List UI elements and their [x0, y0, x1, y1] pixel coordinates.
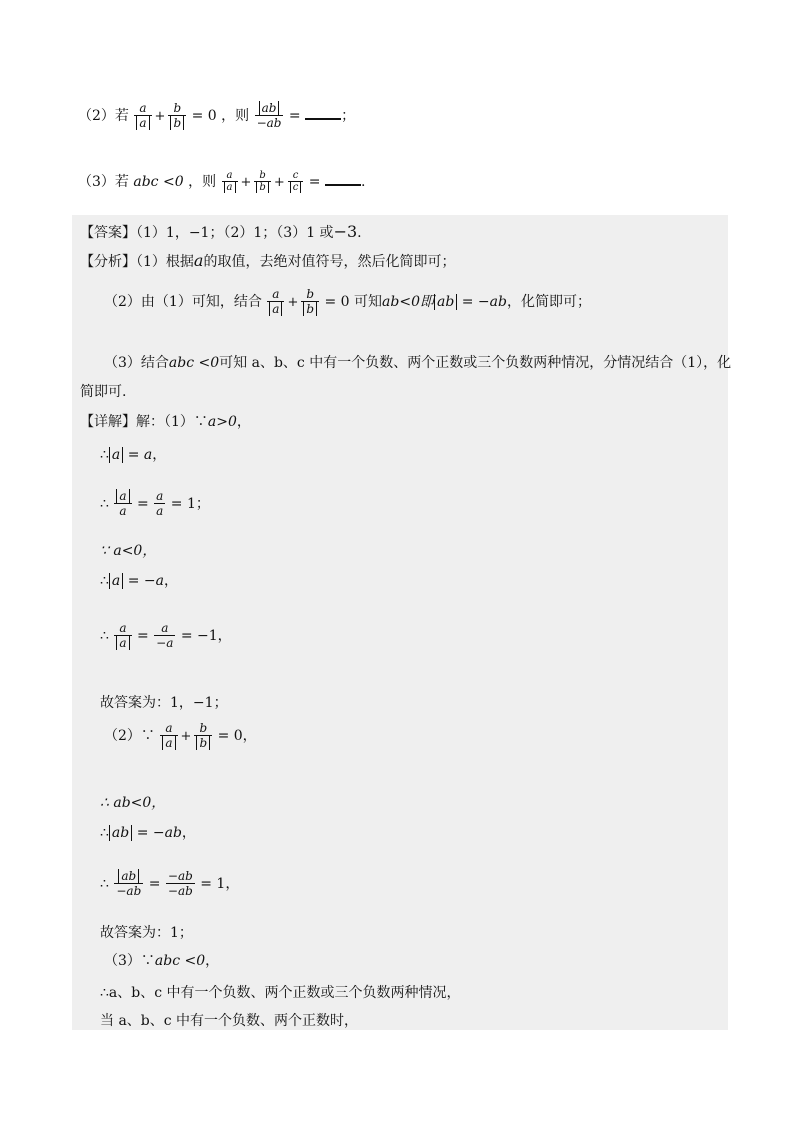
eq-sign: = [288, 108, 301, 124]
math-text: ∴ ab<0， [100, 795, 166, 811]
math-text: a [109, 573, 123, 589]
fraction [267, 288, 284, 316]
math-text: a [156, 489, 164, 503]
math-text: a [272, 287, 280, 301]
fraction-part [255, 102, 284, 115]
math-text: + [240, 175, 252, 190]
fraction-part [114, 870, 143, 883]
fraction [194, 722, 212, 750]
detail-part-2 [104, 722, 257, 750]
math-text: ， [164, 573, 178, 589]
math-text: ∴ [100, 447, 109, 463]
math-text: ∴a、b、c 中有一个负数、两个正数或三个负数两种情况， [100, 985, 461, 1001]
q3-condition: abc <0 [133, 174, 184, 190]
math-text: = −ab [461, 294, 507, 310]
math-text: ab [109, 825, 132, 841]
math-text: = 1 [200, 876, 226, 892]
fraction [255, 102, 284, 130]
math-text: −ab [167, 869, 193, 883]
detail-step [100, 982, 461, 1002]
math-text: ∴ [100, 825, 109, 841]
math-text: a [114, 503, 131, 518]
math-text: abc <0 [154, 953, 206, 969]
math-text: −3 [333, 222, 358, 241]
math-text: a [224, 182, 236, 193]
num: b [173, 101, 182, 115]
detail-step: ∴ $\frac{a}{a}$ = $\frac{a}{-a}$ = −1， [100, 621, 232, 650]
math-text: a [116, 636, 129, 650]
fraction [166, 870, 195, 898]
math-text: b [196, 736, 210, 750]
math-text: + [273, 175, 285, 190]
math-text: ， [217, 628, 232, 644]
answer-blank [325, 184, 361, 186]
math-text: 的取值，去绝对值符号，然后化简即可； [203, 254, 456, 270]
math-text: ； [213, 695, 228, 711]
math-text: 故答案为：1， [100, 695, 193, 711]
math-text: ， [152, 447, 167, 463]
den: a [136, 116, 149, 130]
detail-answer-1 [100, 692, 228, 712]
analysis-line-3 [104, 352, 731, 372]
math-text: . [360, 174, 366, 190]
detail-step: ∴ $\frac{ab}{-ab}$ = $\frac{-ab}{-ab}$ = 1， [100, 869, 240, 898]
math-text: b [306, 287, 315, 301]
fraction-part [134, 115, 151, 130]
math-text: −1 [192, 695, 214, 711]
math-text: 【答案】（1）1， [80, 225, 189, 241]
fraction [134, 102, 151, 130]
fraction-part [194, 735, 212, 750]
math-text: ∵ a<0， [100, 543, 157, 559]
fraction [222, 170, 238, 194]
q3-sep: ，则 [188, 174, 217, 190]
math-text: = 1； [170, 496, 210, 512]
math-text: a [156, 504, 164, 518]
math-text: = a [127, 447, 153, 463]
detail-step [100, 444, 166, 464]
math-text: b [303, 302, 317, 316]
math-text: a>0 [207, 414, 237, 430]
den: b [170, 116, 184, 130]
math-text: a [269, 302, 282, 316]
detail-answer-2 [100, 922, 193, 942]
fraction [114, 622, 131, 650]
fraction [160, 722, 177, 750]
fraction [154, 490, 165, 518]
math-text: −a [156, 636, 174, 650]
detail-part-3 [104, 950, 219, 970]
math-text: ， [225, 876, 240, 892]
math-text: 可知 [354, 294, 383, 310]
math-text: 简即可. [80, 384, 127, 400]
detail-step [100, 822, 196, 842]
detail-step [100, 540, 156, 560]
analysis-line-1 [80, 251, 455, 271]
math-text: = −1 [180, 628, 218, 644]
math-text: ab [434, 294, 457, 310]
math-text: （3）∵ [104, 953, 155, 969]
math-text: = [308, 174, 321, 190]
math-text: ， [205, 953, 220, 969]
math-text: 当 a、b、c 中有一个负数、两个正数时， [100, 1013, 359, 1029]
fraction [288, 170, 304, 194]
detail-step: ∴ $\frac{a}{a}$ = $\frac{a}{a}$ = 1； [100, 489, 210, 518]
plus: + [154, 109, 166, 124]
math-text: （2）∵ [104, 728, 155, 744]
math-text: −ab [116, 884, 142, 898]
fraction [154, 622, 175, 650]
math-text: ∴ [100, 573, 109, 589]
analysis-line-4 [80, 381, 126, 401]
question-3 [78, 170, 365, 194]
fraction [114, 870, 143, 898]
math-text: a [162, 736, 175, 750]
math-text: ， [242, 728, 257, 744]
math-text: a [109, 447, 123, 463]
math-text: （3）结合 [104, 355, 169, 371]
math-text: a [116, 489, 129, 503]
fraction-part [254, 181, 270, 194]
analysis-line-2 [104, 288, 591, 316]
detail-head [80, 411, 251, 431]
fraction-part [267, 301, 284, 316]
math-text: = −a [127, 573, 164, 589]
math-text: 可知 a、b、c 中有一个负数、两个正数或三个负数两种情况，分情况结合（1），化 [219, 355, 732, 371]
math-text: ；（2）1；（3）1 或 [209, 225, 334, 241]
math-text: + [287, 295, 299, 310]
q3-label: （3）若 [78, 174, 129, 190]
math-text: = 0 [324, 294, 350, 310]
detail-step [100, 570, 178, 590]
math-text: abc <0 [168, 355, 220, 371]
math-text: ， [181, 825, 196, 841]
math-text: a [226, 170, 233, 181]
fraction-part [160, 735, 177, 750]
math-text: −ab [167, 884, 193, 898]
fraction-part [288, 181, 304, 194]
q2-sep: ，则 [221, 108, 250, 124]
math-text: c [290, 182, 302, 193]
math-text: + [180, 729, 192, 744]
math-text: . [357, 225, 362, 241]
fraction-part [301, 301, 319, 316]
fraction [114, 490, 131, 518]
fraction-part [168, 115, 186, 130]
math-text: ab [118, 869, 139, 883]
detail-step [100, 1010, 358, 1030]
math-text: ∴ [100, 496, 109, 512]
math-text: 【分析】（1）根据 [80, 254, 194, 270]
math-text: −1 [188, 225, 210, 241]
math-text: 【详解】解：（1）∵ [80, 414, 208, 430]
fraction-part [222, 181, 238, 194]
fraction-part [114, 635, 131, 650]
detail-step [100, 792, 165, 812]
question-2 [78, 102, 355, 130]
math-text: a [119, 621, 127, 635]
fraction-part [114, 490, 131, 503]
math-text: c [292, 170, 299, 181]
q2-label: （2）若 [78, 108, 129, 124]
math-text: ，化简即可； [506, 294, 591, 310]
den: −ab [256, 116, 282, 130]
fraction [168, 102, 186, 130]
math-text: b [259, 170, 266, 181]
math-text: ∴ [100, 876, 109, 892]
fraction [254, 170, 270, 194]
math-text: a [165, 721, 173, 735]
math-text: ， [236, 414, 251, 430]
math-text: ∴ [100, 628, 109, 644]
math-text: = 0 [217, 728, 243, 744]
math-text: b [199, 721, 208, 735]
answer-line [80, 222, 362, 242]
eq-zero: = 0 [191, 108, 217, 124]
fraction [301, 288, 319, 316]
math-text: 故答案为：1； [100, 925, 193, 941]
num: a [139, 101, 147, 115]
math-text: b [256, 182, 268, 193]
num: ab [259, 101, 280, 115]
math-text: a [193, 251, 204, 270]
math-text: ab<0即 [382, 294, 434, 310]
math-text: （2）由（1）可知，结合 [104, 294, 262, 310]
tail: ； [341, 108, 356, 124]
math-text: = −ab [136, 825, 182, 841]
answer-blank [305, 118, 341, 120]
math-text: a [161, 621, 169, 635]
